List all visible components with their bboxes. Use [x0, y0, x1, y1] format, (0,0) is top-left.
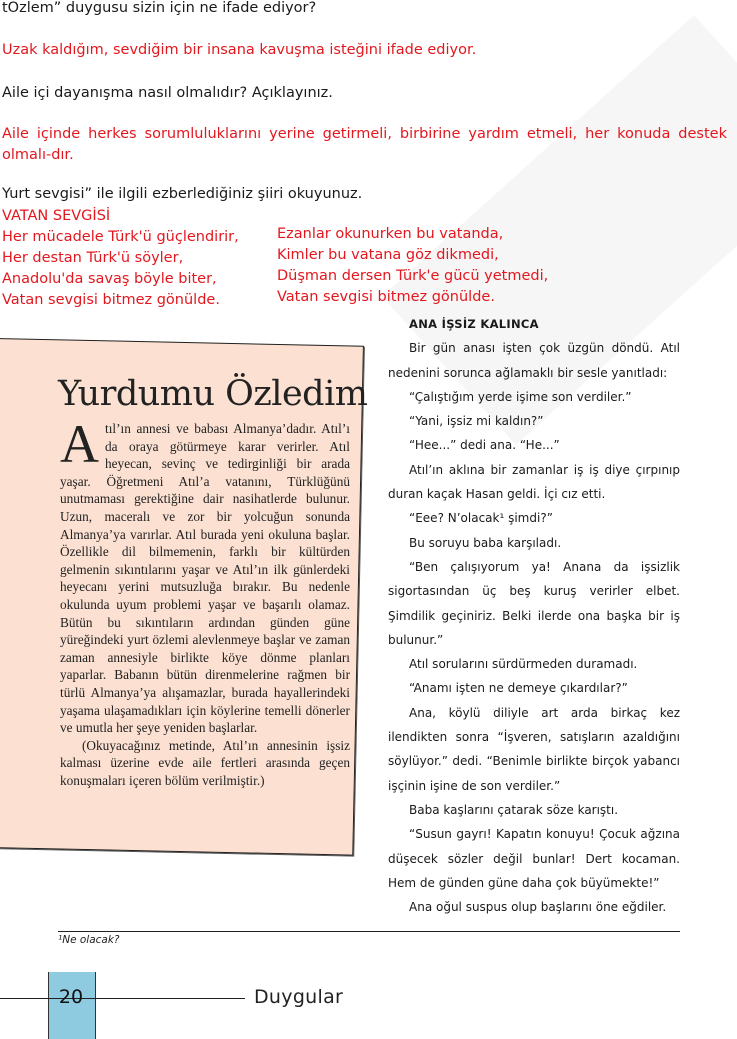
- answer-2: Aile içinde herkes sorumluluklarını yerine getirmeli, birbirine yardım etmeli, her konuda destek olmalı-dır.: [2, 126, 727, 163]
- question-3: Yurt sevgisi” ile ilgili ezberlediğiniz şiiri okuyunuz.: [2, 186, 363, 202]
- poem-right: [277, 224, 548, 308]
- question-1: tÖzlem” duygusu sizin için ne ifade ediyor?: [2, 0, 317, 16]
- story: [388, 312, 680, 919]
- poem-title: VATAN SEVGİSİ: [2, 208, 111, 224]
- box-paragraph: tıl’ın annesi ve babası Almanya’dadır. Atıl’ı da oraya götürmeye karar verirler. Atıl heyecan, sevinç ve tedirginliği bir arada yaşar. Öğretmeni Atıl’a vatanını, Türklüğünü unutmaması gerektiğine dair nasihatlerde bulunur. Uzun, maceralı ve zor bir yolcuğun sonunda Almanya’ya varırlar. Atıl burada yeni okuluna başlar. Özellikle dil bilmemenin, farklı bir kültürden gelmenin sıkıntılarını yaşar ve Atıl’ın ilk günlerdeki heyecanı yerini mutsuzluğa bırakır. Bu nedenle okulunda uyum problemi yaşar ve başarılı olamaz. Bütün bu sıkıntıların ardından günden güne yüreğindeki yurt özlemi alevlenmeye başlar ve zaman zaman annesiyle birlikte köye dönme planları yaparlar. Babanın bütün direnmelerine rağmen bir türlü Almanya’ya alışamazlar, burada hayallerindeki yaşama ulaşamadıkları için köylerine temelli dönerler ve umutla her şeye yeniden başlarlar.: [60, 421, 350, 736]
- story-paragraph: Bir gün anası işten çok üzgün döndü. Atıl nedenini sorunca ağlamaklı bir sesle yanıtladı:: [388, 341, 680, 380]
- chapter-title: Duygular: [254, 986, 344, 1008]
- story-paragraph: Baba kaşlarını çatarak söze karıştı.: [409, 802, 619, 817]
- story-paragraph: “Ben çalışıyorum ya! Anana da işsizlik sigortasından üç beş kuruş verirler elbet. Şimdilik geçiniriz. Belki ilerde ona başka bir iş bulunur.”: [388, 559, 680, 647]
- poem-line: Her mücadele Türk'ü güçlendirir,: [2, 229, 239, 245]
- poem-line: Kimler bu vatana göz dikmedi,: [277, 247, 499, 263]
- question-2: Aile içi dayanışma nasıl olmalıdır? Açıklayınız.: [2, 85, 333, 101]
- story-paragraph: “Yani, işsiz mi kaldın?”: [409, 414, 544, 429]
- footnote-divider: [58, 931, 680, 932]
- page-number: 20: [58, 986, 84, 1008]
- story-paragraph: “Çalıştığım yerde işime son verdiler.”: [409, 389, 632, 404]
- footer-rule: [0, 998, 245, 999]
- story-paragraph: Atıl’ın aklına bir zamanlar iş iş diye çırpınıp duran kaçak Hasan geldi. İçi cız etti.: [388, 462, 680, 502]
- story-paragraph: Atıl sorularını sürdürmeden duramadı.: [409, 657, 638, 672]
- story-title: ANA İŞSİZ KALINCA: [409, 317, 539, 331]
- footnote: ¹Ne olacak?: [58, 934, 120, 946]
- story-paragraph: “Eee? N’olacak¹ şimdi?”: [409, 511, 553, 526]
- poem-line: Ezanlar okunurken bu vatanda,: [277, 226, 504, 242]
- poem-line: Vatan sevgisi bitmez gönülde.: [277, 289, 495, 305]
- poem-line: Vatan sevgisi bitmez gönülde.: [2, 292, 220, 308]
- box-title: Yurdumu Özledim: [58, 374, 368, 414]
- poem-line: Düşman dersen Türk'e gücü yetmedi,: [277, 268, 549, 284]
- story-paragraph: “Susun gayrı! Kapatın konuyu! Çocuk ağzına düşecek sözler değil bunlar! Dert kocaman. Hem de günden güne daha çok büyümekte!”: [388, 827, 680, 890]
- story-paragraph: “Hee...” dedi ana. “He...”: [409, 438, 560, 453]
- drop-cap: A: [60, 414, 99, 474]
- story-paragraph: “Anamı işten ne demeye çıkardılar?”: [409, 681, 628, 696]
- story-paragraph: Ana oğul suspus olup başlarını öne eğdiler.: [409, 900, 667, 915]
- poem-line: Anadolu'da savaş böyle biter,: [2, 271, 217, 287]
- poem-left: [2, 206, 239, 311]
- box-note: (Okuyacağınız metinde, Atıl’ın annesinin işsiz kalması üzerine evde aile fertleri arasında geçen konuşmaları içeren bölüm verilmiştir.): [60, 737, 350, 788]
- answer-1: Uzak kaldığım, sevdiğim bir insana kavuşma isteğini ifade ediyor.: [2, 42, 477, 58]
- box-text: [60, 414, 350, 789]
- poem-line: Her destan Türk'ü söyler,: [2, 250, 184, 266]
- story-paragraph: Ana, köylü diliyle art arda birkaç kez ilendikten sonra “İşveren, satışların azaldığını söylüyor.” dedi. “Benimle birlikte birçok yabancı işçinin işine de son verdiler.”: [388, 705, 680, 793]
- story-paragraph: Bu soruyu baba karşıladı.: [409, 535, 562, 550]
